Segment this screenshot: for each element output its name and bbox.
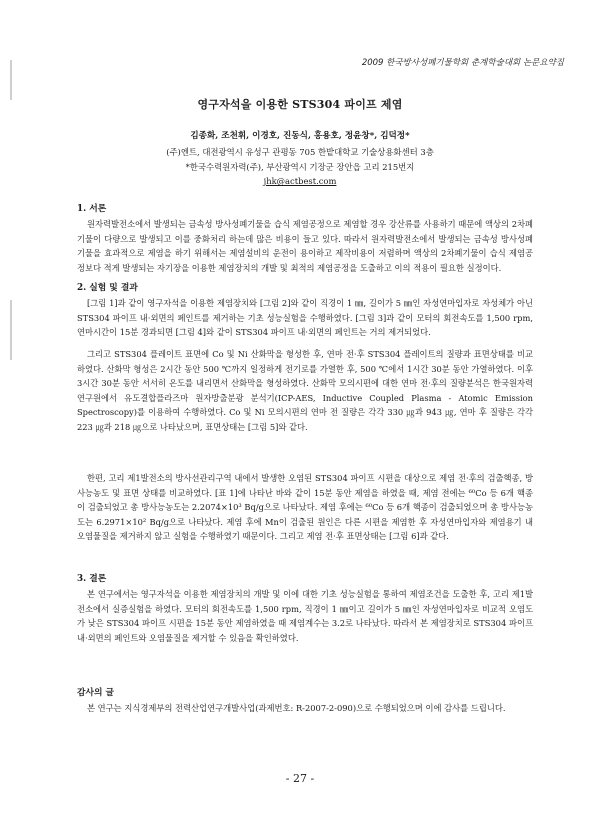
affiliation-1: (주)엔트, 대전광역시 유성구 관평동 705 한밭대학교 기술상용화센터 3층 [166, 147, 434, 157]
experiment-paragraph-3: 한편, 고리 제1발전소의 방사선관리구역 내에서 발생한 오염된 STS304 파이프 시편을 대상으로 제염 전·후의 검출핵종, 방사능농도 및 표면 상태를 비교하였다. [표 1]에 나타난 바와 같이 15분 동안 제염을 하였을 때, 제염 전에는 ⁶⁰Co 등 6개 핵종이 검출되었고 총 방사능농도는 2.2074×10³ Bq/g으로 나타났다. 제염 후에는 ⁶⁰Co 등 6개 핵종이 검출되었으며 총 방사능농도는 6.2971×10² Bq/g으로 나타났다. 제염 후에 Mn이 검출된 원인은 다른 시편을 제염한 후 자성연마입자와 제염용기 내 오염물질을 제거하지 않고 실험을 수행하였기 때문이다. 그리고 제염 전·후 표면상태는 [그림 6]과 같다. [77, 473, 533, 542]
intro-paragraph: 원자력발전소에서 발생되는 금속성 방사성폐기물을 습식 제염공정으로 제염할 경우 강산류를 사용하기 때문에 액상의 2차폐기물이 다량으로 발생되고 이를 중화처리 하는데 많은 비용이 들고 있다. 따라서 원자력발전소에서 발생되는 금속성 방사성폐기물을 효과적으로 제염을 하기 위해서는 제염설비의 운전이 용이하고 제작비용이 저렴하며 액상의 2차폐기물이 습식 제염공정보다 적게 발생되는 자기장을 이용한 제염장치의 개발 및 최적의 제염공정을 도출하고 이의 적용이 필요한 실정이다. [77, 219, 533, 273]
scan-edge-mark [10, 300, 12, 360]
paper-title: 영구자석을 이용한 STS304 파이프 제염 [197, 98, 403, 111]
section-heading-experiment: 2. 실험 및 결과 [77, 283, 138, 293]
section-heading-intro: 1. 서론 [77, 204, 107, 214]
scan-edge-mark [10, 60, 12, 100]
running-header: 2009 한국방사성폐기물학회 춘계학술대회 논문요약집 [361, 58, 564, 68]
affiliation-2: *한국수력원자력(주), 부산광역시 기장군 장안읍 고리 215번지 [185, 162, 415, 172]
acknowledgement-paragraph: 본 연구는 지식경제부의 전력산업연구개발사업(과제번호: R-2007-2-090)으로 수행되었으며 이에 감사를 드립니다. [87, 703, 506, 713]
experiment-paragraph-2: 그리고 STS304 플레이트 표면에 Co 및 Ni 산화막을 형성한 후, 연마 전·후 STS304 플레이트의 질량과 표면상태를 비교하였다. 산화막 형성은 2시간 동안 500 ℃까지 일정하게 전기로를 가열한 후, 500 ℃에서 1시간 30분 동안 가열하였다. 이후 3시간 30분 동안 서서히 온도를 내리면서 산화막을 형성하였다. 산화막 모의시편에 대한 연마 전·후의 질량분석은 한국원자력연구원에서 유도결합플라즈마 원자방출분광 분석기(ICP-AES, Inductive Coupled Plasma - Atomic Emission Spectroscopy)를 이용하여 수행하였다. Co 및 Ni 모의시편의 연마 전 질량은 각각 330 ㎍과 943 ㎍, 연마 후 질량은 각각 223 ㎍과 218 ㎍으로 나타났으며, 표면상태는 [그림 5]와 같다. [77, 349, 533, 432]
page-number: - 27 - [285, 772, 315, 785]
section-heading-acknowledgement: 감사의 글 [77, 688, 115, 698]
author-email: jhk@actbest.com [263, 176, 337, 186]
author-list: 김종화, 조천휘, 이경호, 진동식, 홍용호, 정윤창*, 김덕정* [190, 131, 410, 141]
section-heading-conclusion: 3. 결론 [77, 574, 107, 584]
experiment-paragraph-1: [그림 1]과 같이 영구자석을 이용한 제염장치와 [그림 2]와 같이 직경이 1 ㎜, 길이가 5 ㎜인 자성연마입자로 자성체가 아닌 STS304 파이프 내·외면의 페인트를 제거하는 기초 성능실험을 수행하였다. [그림 3]과 같이 모터의 회전속도를 1,500 rpm, 연마시간이 15분 경과되면 [그림 4]와 같이 STS304 파이프 내·외면의 페인트는 거의 제거되었다. [77, 298, 533, 338]
conclusion-paragraph: 본 연구에서는 영구자석을 이용한 제염장치의 개발 및 이에 대한 기초 성능실험을 통하여 제염조건을 도출한 후, 고리 제1발전소에서 실증실험을 하였다. 모터의 회전속도를 1,500 rpm, 직경이 1 ㎜이고 길이가 5 ㎜인 자성연마입자로 비교적 오염도가 낮은 STS304 파이프 시편을 15분 동안 제염하였을 때 제염계수는 3.2로 나타났다. 따라서 본 제염장치로 STS304 파이프 내·외면의 페인트와 오염물질을 제거할 수 있음을 확인하였다. [77, 589, 533, 643]
